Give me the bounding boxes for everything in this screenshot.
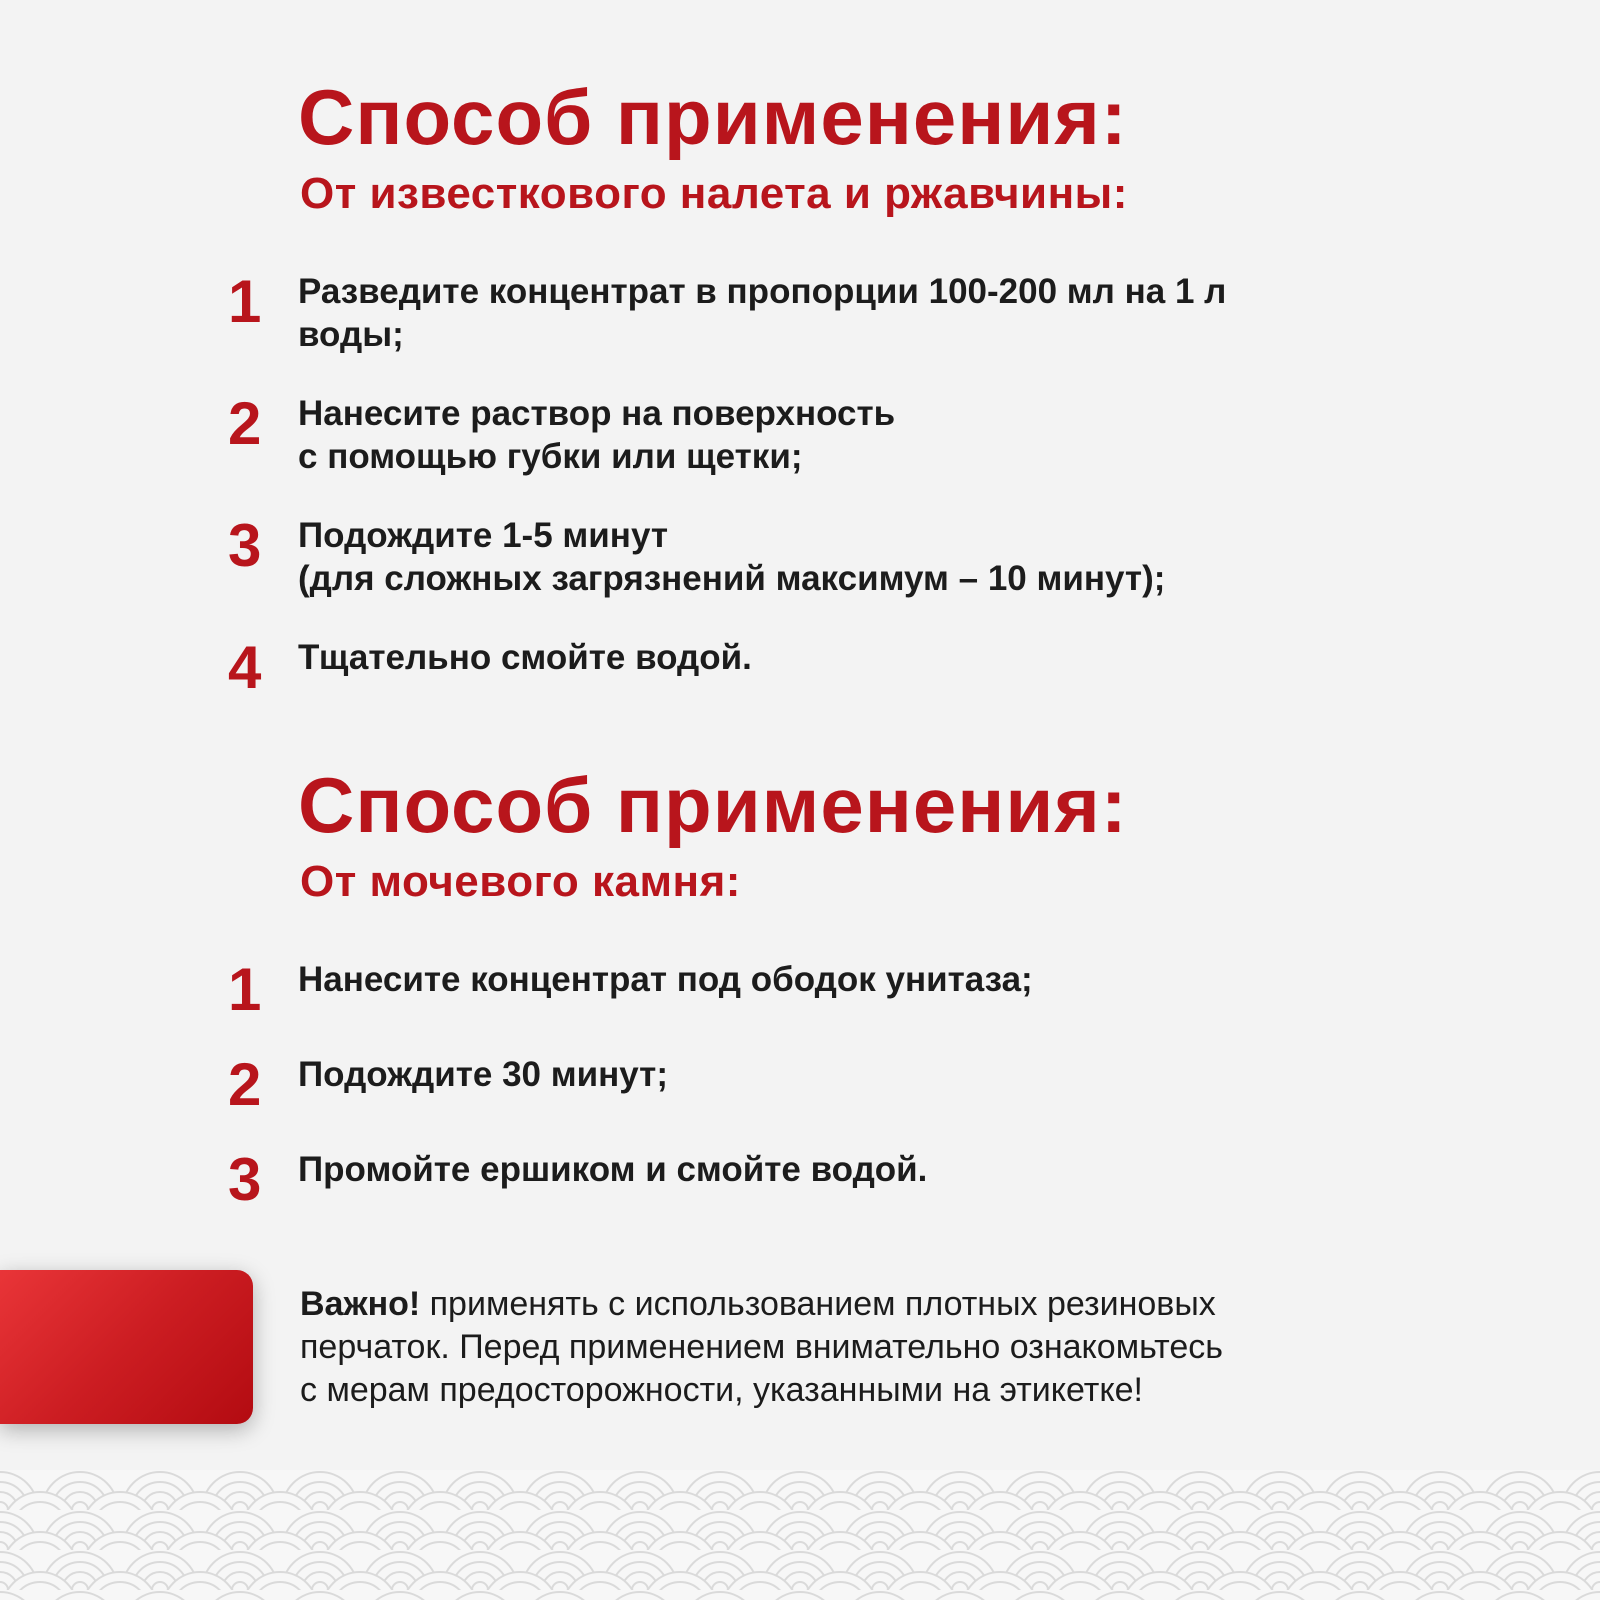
steps-list [0, 958, 1600, 1243]
notice-line: с мерам предосторожности, указанными на этикетке! [300, 1371, 1143, 1409]
step-number: 3 [228, 1146, 262, 1213]
section-subtitle: От мочевого камня: [300, 857, 741, 906]
notice-text: применять с использованием плотных резиновых [420, 1285, 1216, 1323]
step-text-line: Нанесите раствор на поверхность [298, 394, 896, 433]
step-item [0, 392, 1600, 478]
wave-pattern-decoration [0, 1470, 1600, 1600]
notice-important-label: Важно! [300, 1285, 421, 1323]
step-text-line: воды; [298, 315, 404, 354]
step-number: 1 [228, 956, 262, 1023]
section-title: Способ применения: [298, 761, 1128, 849]
step-item [0, 634, 1600, 701]
step-item [0, 514, 1600, 600]
step-number: 4 [228, 634, 262, 701]
notice-line [300, 1283, 1530, 1326]
step-item [0, 270, 1600, 356]
step-item [0, 1051, 1600, 1118]
step-text [298, 958, 1348, 1001]
step-item [0, 1146, 1600, 1213]
step-text [298, 392, 1348, 478]
step-text-line: Подождите 1-5 минут [298, 516, 668, 555]
step-text-line: (для сложных загрязнений максимум – 10 минут); [298, 559, 1166, 598]
step-number: 2 [228, 390, 262, 457]
step-text [298, 270, 1348, 356]
step-text-line: Подождите 30 минут; [298, 1055, 668, 1094]
red-accent-tab [0, 1270, 253, 1424]
section-subtitle: От известкового налета и ржавчины: [300, 169, 1128, 218]
step-text [298, 636, 1348, 679]
step-text [298, 514, 1348, 600]
step-number: 1 [228, 268, 262, 335]
section-title: Способ применения: [298, 73, 1128, 161]
step-text-line: Тщательно смойте водой. [298, 638, 752, 677]
warning-notice [300, 1283, 1530, 1412]
notice-line: перчаток. Перед применением внимательно ознакомьтесь [300, 1328, 1223, 1366]
step-text-line: Промойте ершиком и смойте водой. [298, 1150, 928, 1189]
step-text-line: Нанесите концентрат под ободок унитаза; [298, 960, 1033, 999]
steps-list [0, 270, 1600, 730]
step-text-line: Разведите концентрат в пропорции 100-200 мл на 1 л [298, 272, 1227, 311]
step-text [298, 1053, 1348, 1096]
step-number: 2 [228, 1051, 262, 1118]
step-item [0, 956, 1600, 1023]
step-number: 3 [228, 512, 262, 579]
step-text [298, 1148, 1348, 1191]
step-text-line: с помощью губки или щетки; [298, 437, 803, 476]
